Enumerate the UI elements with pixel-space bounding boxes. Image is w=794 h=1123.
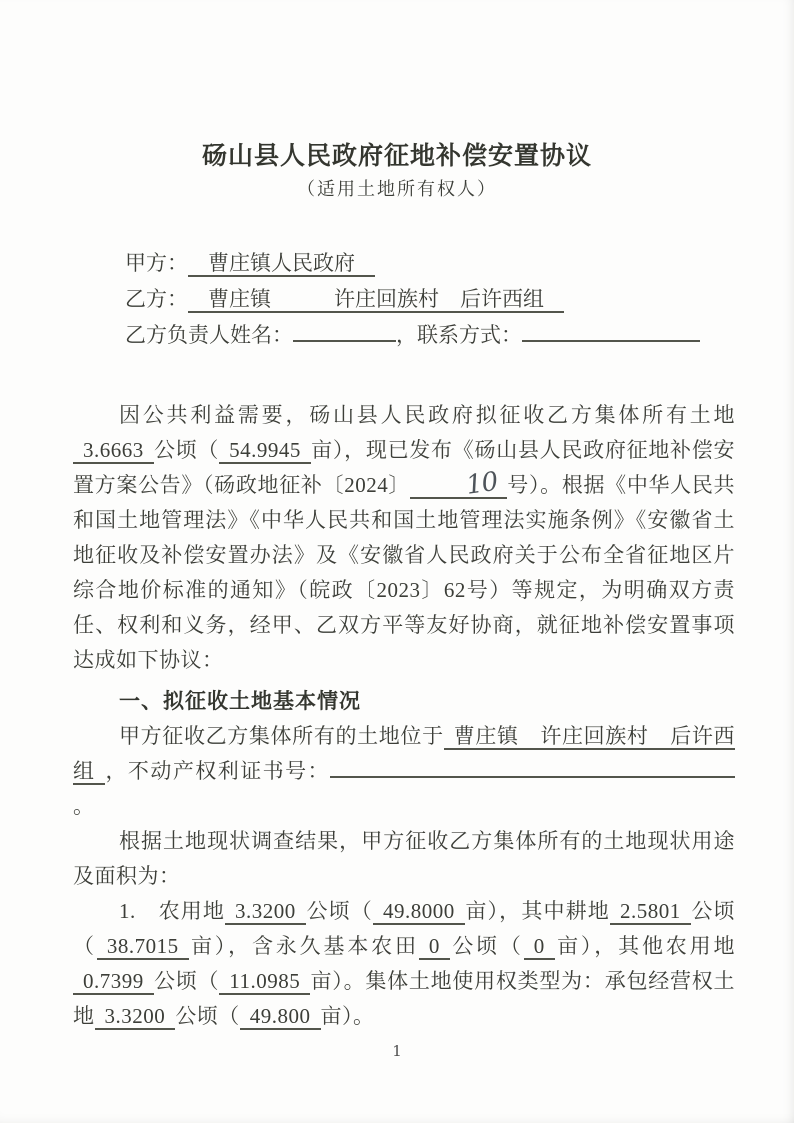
- text-run: 亩），现已发布《砀山县人民政府征地补偿安置方案公告》（砀政地征补〔2024〕: [73, 438, 736, 497]
- blank-line: [330, 761, 735, 778]
- filled-value: 38.7015: [97, 934, 189, 960]
- handwritten-text: 10: [464, 466, 500, 501]
- party-b-value: 曹庄镇 许庄回族村 后许西组: [188, 287, 564, 313]
- item-1-paragraph: [73, 894, 735, 1034]
- party-b-label: 乙方：: [125, 287, 188, 311]
- filled-value: 3.3200: [225, 899, 306, 925]
- text-run: 公顷（: [153, 438, 220, 462]
- contact-name-label: 乙方负责人姓名：: [125, 323, 293, 347]
- text-run: 亩）。: [320, 1004, 375, 1028]
- filled-value: 0: [419, 934, 450, 960]
- text-run: 亩）。集体土地使用权类型为：承包经营权土地: [73, 969, 736, 1028]
- page-number: 1: [392, 1042, 402, 1060]
- filled-value: 11.0985: [219, 969, 310, 995]
- filled-value: 0.7399: [73, 969, 154, 995]
- location-paragraph: [73, 719, 735, 824]
- party-a-line: [125, 245, 700, 281]
- filled-value: 3.6663: [73, 438, 154, 464]
- document-subtitle: （适用土地所有权人）: [297, 179, 497, 199]
- handwritten-value: [410, 466, 507, 501]
- survey-paragraph: 根据土地现状调查结果，甲方征收乙方集体所有的土地现状用途及面积为：: [73, 829, 735, 888]
- party-a-label: 甲方：: [125, 251, 188, 275]
- parties-block: [125, 245, 700, 353]
- text-run: 1. 农用地: [119, 899, 226, 923]
- filled-value: 0: [524, 934, 555, 960]
- contact-phone-label: 联系方式：: [417, 323, 522, 347]
- filled-value: 曹庄镇 许庄回族村 后许西组: [73, 724, 736, 783]
- text-run: 因公共利益需要，砀山县人民政府拟征收乙方集体所有土地: [119, 403, 735, 427]
- contact-phone-blank: [522, 325, 700, 342]
- text-run: 公顷（: [449, 934, 524, 958]
- text-run: 甲方征收乙方集体所有的土地位于: [119, 724, 444, 748]
- party-a-value: 曹庄镇人民政府: [188, 251, 375, 277]
- intro-paragraph: [73, 398, 735, 678]
- filled-value: 3.3200: [95, 1004, 176, 1030]
- text-run: 亩），含永久基本农田: [188, 934, 419, 958]
- filled-value: 49.800: [240, 1004, 321, 1030]
- text-run: 亩），其他农用地: [554, 934, 735, 958]
- filled-value: 54.9945: [219, 438, 311, 464]
- section-1-heading: 一、拟征收土地基本情况: [119, 690, 361, 713]
- contact-name-blank: [293, 325, 396, 342]
- party-b-contact-line: [125, 317, 700, 353]
- text-run: 公顷（: [305, 899, 373, 923]
- contact-separator: ，: [396, 323, 417, 347]
- text-run: 公顷（: [153, 969, 220, 993]
- text-run: 亩），其中耕地: [464, 899, 610, 923]
- filled-value: 49.8000: [373, 899, 465, 925]
- filled-value: 2.5801: [610, 899, 691, 925]
- text-run: 公顷（: [73, 899, 736, 958]
- party-b-line: [125, 281, 700, 317]
- text-run: 公顷（: [175, 1004, 240, 1028]
- text-run: ，不动产权利证书号：: [105, 759, 331, 783]
- document-body: [73, 398, 735, 1034]
- text-run: 。: [73, 794, 95, 818]
- document-title: 砀山县人民政府征地补偿安置协议: [201, 142, 592, 170]
- text-run: 号）。根据《中华人民共和国土地管理法》《中华人民共和国土地管理法实施条例》《安徽省土地征收及补偿安置办法》及《安徽省人民政府关于公布全省征地区片综合地价标准的通知》（皖政〔2023〕62号）等规定，为明确双方责任、权利和义务，经甲、乙双方平等友好协商，就征地补偿安置事项达成如下协议：: [73, 473, 736, 672]
